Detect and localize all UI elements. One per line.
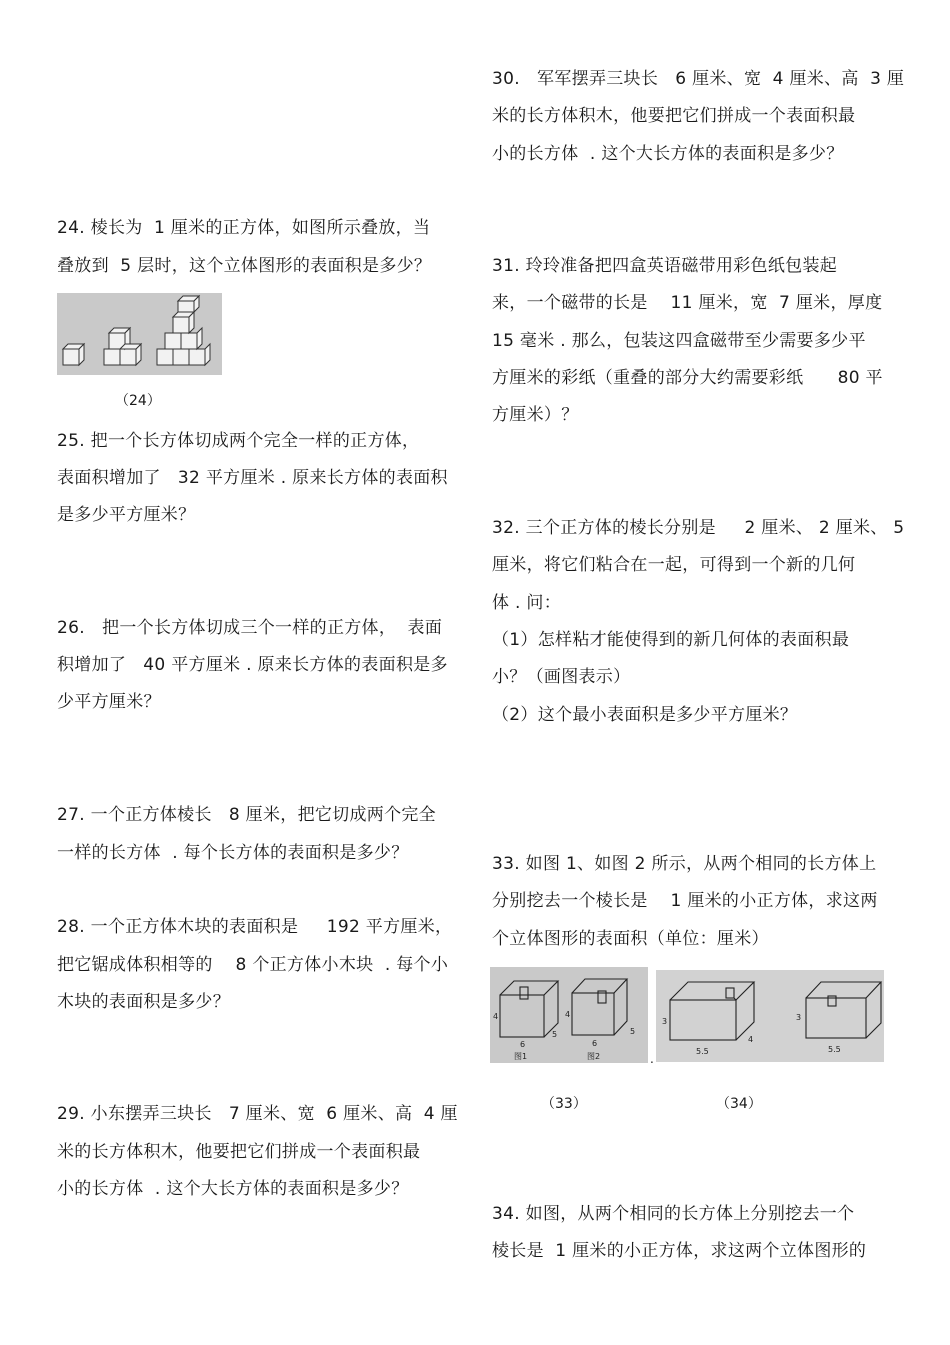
fig33-label: 5 xyxy=(552,1030,558,1039)
question-28-line: 木块的表面积是多少？ xyxy=(57,992,230,1012)
fig33-label: 6 xyxy=(520,1040,526,1049)
fig33-label: 图1 xyxy=(514,1052,528,1061)
question-25-line: 表面积增加了 32 平方厘米 . 原来长方体的表面积 xyxy=(57,468,448,488)
question-32-line: 32. 三个正方体的棱长分别是 2 厘米、 2 厘米、 5 xyxy=(492,518,905,538)
fig33-label: 6 xyxy=(592,1039,598,1048)
figure-33-boxes xyxy=(490,967,648,1063)
question-30-line: 30. 军军摆弄三块长 6 厘米、宽 4 厘米、高 3 厘 xyxy=(492,69,905,89)
question-26-line: 积增加了 40 平方厘米 . 原来长方体的表面积是多 xyxy=(57,655,448,675)
question-33-line: 33. 如图 1、如图 2 所示，从两个相同的长方体上 xyxy=(492,854,877,874)
question-32-line: （2）这个最小表面积是多少平方厘米？ xyxy=(492,705,798,725)
figure-24-caption: （24） xyxy=(115,393,161,409)
fig33-label: 4 xyxy=(493,1012,499,1021)
figure-separator-dot: . xyxy=(650,1052,655,1066)
figure-34-boxes xyxy=(656,970,884,1062)
question-33-line: 分别挖去一个棱长是 1 厘米的小正方体，求这两 xyxy=(492,891,878,911)
question-24-line: 叠放到 5 层时，这个立体图形的表面积是多少？ xyxy=(57,256,432,276)
question-33-line: 个立体图形的表面积（单位：厘米） xyxy=(492,929,769,949)
fig34-label: 5.5 xyxy=(696,1047,709,1056)
question-27-line: 27. 一个正方体棱长 8 厘米，把它切成两个完全 xyxy=(57,805,436,825)
question-28-line: 28. 一个正方体木块的表面积是 192 平方厘米， xyxy=(57,917,453,937)
fig34-label: 4 xyxy=(748,1035,754,1044)
question-31-line: 来，一个磁带的长是 11 厘米，宽 7 厘米，厚度 xyxy=(492,293,883,313)
fig34-label: 3 xyxy=(796,1013,802,1022)
fig33-label: 4 xyxy=(565,1010,571,1019)
question-29-line: 29. 小东摆弄三块长 7 厘米、宽 6 厘米、高 4 厘 xyxy=(57,1104,458,1124)
question-28-line: 把它锯成体积相等的 8 个正方体小木块 . 每个小 xyxy=(57,955,449,975)
question-26-line: 少平方厘米？ xyxy=(57,692,161,712)
fig33-label: 5 xyxy=(630,1027,636,1036)
figure-33-caption: （33） xyxy=(541,1096,587,1112)
question-24-line: 24. 棱长为 1 厘米的正方体，如图所示叠放，当 xyxy=(57,218,431,238)
question-31-line: 15 毫米 . 那么，包装这四盒磁带至少需要多少平 xyxy=(492,331,866,351)
question-30-line: 小的长方体 . 这个大长方体的表面积是多少？ xyxy=(492,144,844,164)
question-29-line: 小的长方体 . 这个大长方体的表面积是多少？ xyxy=(57,1179,409,1199)
question-26-line: 26. 把一个长方体切成三个一样的正方体， 表面 xyxy=(57,618,443,638)
question-31-line: 方厘米）？ xyxy=(492,405,579,425)
question-30-line: 米的长方体积木，他要把它们拼成一个表面积最 xyxy=(492,106,856,126)
stacked-cubes-figure xyxy=(57,293,222,375)
question-32-line: （1）怎样粘才能使得到的新几何体的表面积最 xyxy=(492,630,850,650)
figure-34-caption: （34） xyxy=(716,1096,762,1112)
question-34-line: 34. 如图，从两个相同的长方体上分别挖去一个 xyxy=(492,1204,855,1224)
question-31-line: 31. 玲玲准备把四盒英语磁带用彩色纸包装起 xyxy=(492,256,838,276)
fig33-label: 图2 xyxy=(587,1052,601,1061)
question-32-line: 小？（画图表示） xyxy=(492,667,631,687)
question-25-line: 25. 把一个长方体切成两个完全一样的正方体， xyxy=(57,431,420,451)
question-32-line: 体 . 问： xyxy=(492,593,562,613)
fig34-label: 5.5 xyxy=(828,1045,841,1054)
question-34-line: 棱长是 1 厘米的小正方体，求这两个立体图形的 xyxy=(492,1241,867,1261)
fig34-label: 3 xyxy=(662,1017,668,1026)
question-31-line: 方厘米的彩纸（重叠的部分大约需要彩纸 80 平 xyxy=(492,368,883,388)
question-25-line: 是多少平方厘米？ xyxy=(57,505,196,525)
question-29-line: 米的长方体积木，他要把它们拼成一个表面积最 xyxy=(57,1142,421,1162)
question-27-line: 一样的长方体 . 每个长方体的表面积是多少？ xyxy=(57,843,409,863)
question-32-line: 厘米，将它们粘合在一起，可得到一个新的几何 xyxy=(492,555,856,575)
